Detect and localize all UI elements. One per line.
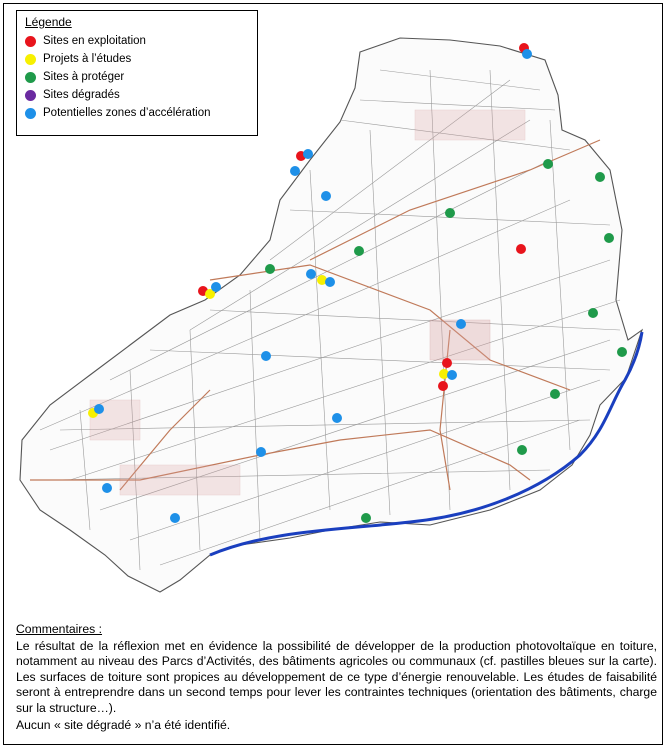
legend-item-label: Potentielles zones d’accélération — [43, 107, 211, 119]
site-marker-acceleration — [332, 413, 342, 423]
site-marker-acceleration — [261, 351, 271, 361]
legend-item-acceleration — [25, 104, 249, 122]
comments-section — [16, 622, 657, 733]
site-marker-proteger — [543, 159, 553, 169]
legend-title: Légende — [25, 15, 72, 29]
site-marker-acceleration — [456, 319, 466, 329]
site-marker-acceleration — [290, 166, 300, 176]
site-marker-acceleration — [170, 513, 180, 523]
legend-item-label: Sites à protéger — [43, 71, 125, 83]
site-marker-acceleration — [256, 447, 266, 457]
site-marker-proteger — [354, 246, 364, 256]
site-marker-proteger — [595, 172, 605, 182]
site-marker-acceleration — [102, 483, 112, 493]
site-marker-exploitation — [516, 244, 526, 254]
site-marker-acceleration — [303, 149, 313, 159]
site-marker-proteger — [361, 513, 371, 523]
comments-paragraph: Le résultat de la réflexion met en évidence la possibilité de développer de la production photovoltaïque en toiture, notamment au niveau des Parcs d’Activités, des bâtiments agricoles ou communaux (cf. pastilles bleues sur la carte). Les surfaces de toiture sont propices au développement de ce type d’énergie renouvelable. Les études de faisabilité seront à entreprendre dans un second temps pour lever les contraintes techniques (orientation des bâtiments, charge sur la structure…). — [16, 638, 657, 715]
yellow-dot-icon — [25, 54, 36, 65]
site-marker-acceleration — [321, 191, 331, 201]
legend — [16, 10, 258, 136]
site-marker-acceleration — [306, 269, 316, 279]
legend-item-label: Sites en exploitation — [43, 35, 146, 47]
site-marker-acceleration — [447, 370, 457, 380]
site-marker-proteger — [517, 445, 527, 455]
legend-item-etudes — [25, 50, 249, 68]
green-dot-icon — [25, 72, 36, 83]
red-dot-icon — [25, 36, 36, 47]
site-marker-acceleration — [211, 282, 221, 292]
legend-item-proteger — [25, 68, 249, 86]
legend-item-label: Projets à l’études — [43, 53, 132, 65]
site-marker-exploitation — [442, 358, 452, 368]
site-marker-exploitation — [438, 381, 448, 391]
purple-dot-icon — [25, 90, 36, 101]
site-marker-proteger — [617, 347, 627, 357]
site-marker-proteger — [445, 208, 455, 218]
comments-title: Commentaires : — [16, 622, 103, 636]
site-marker-proteger — [265, 264, 275, 274]
legend-item-exploitation — [25, 32, 249, 50]
comments-note: Aucun « site dégradé » n’a été identifié. — [16, 717, 231, 732]
site-marker-acceleration — [522, 49, 532, 59]
legend-item-label: Sites dégradés — [43, 89, 120, 101]
site-marker-acceleration — [94, 404, 104, 414]
site-marker-proteger — [550, 389, 560, 399]
site-marker-proteger — [588, 308, 598, 318]
blue-dot-icon — [25, 108, 36, 119]
site-marker-acceleration — [325, 277, 335, 287]
site-marker-proteger — [604, 233, 614, 243]
legend-item-degrades — [25, 86, 249, 104]
